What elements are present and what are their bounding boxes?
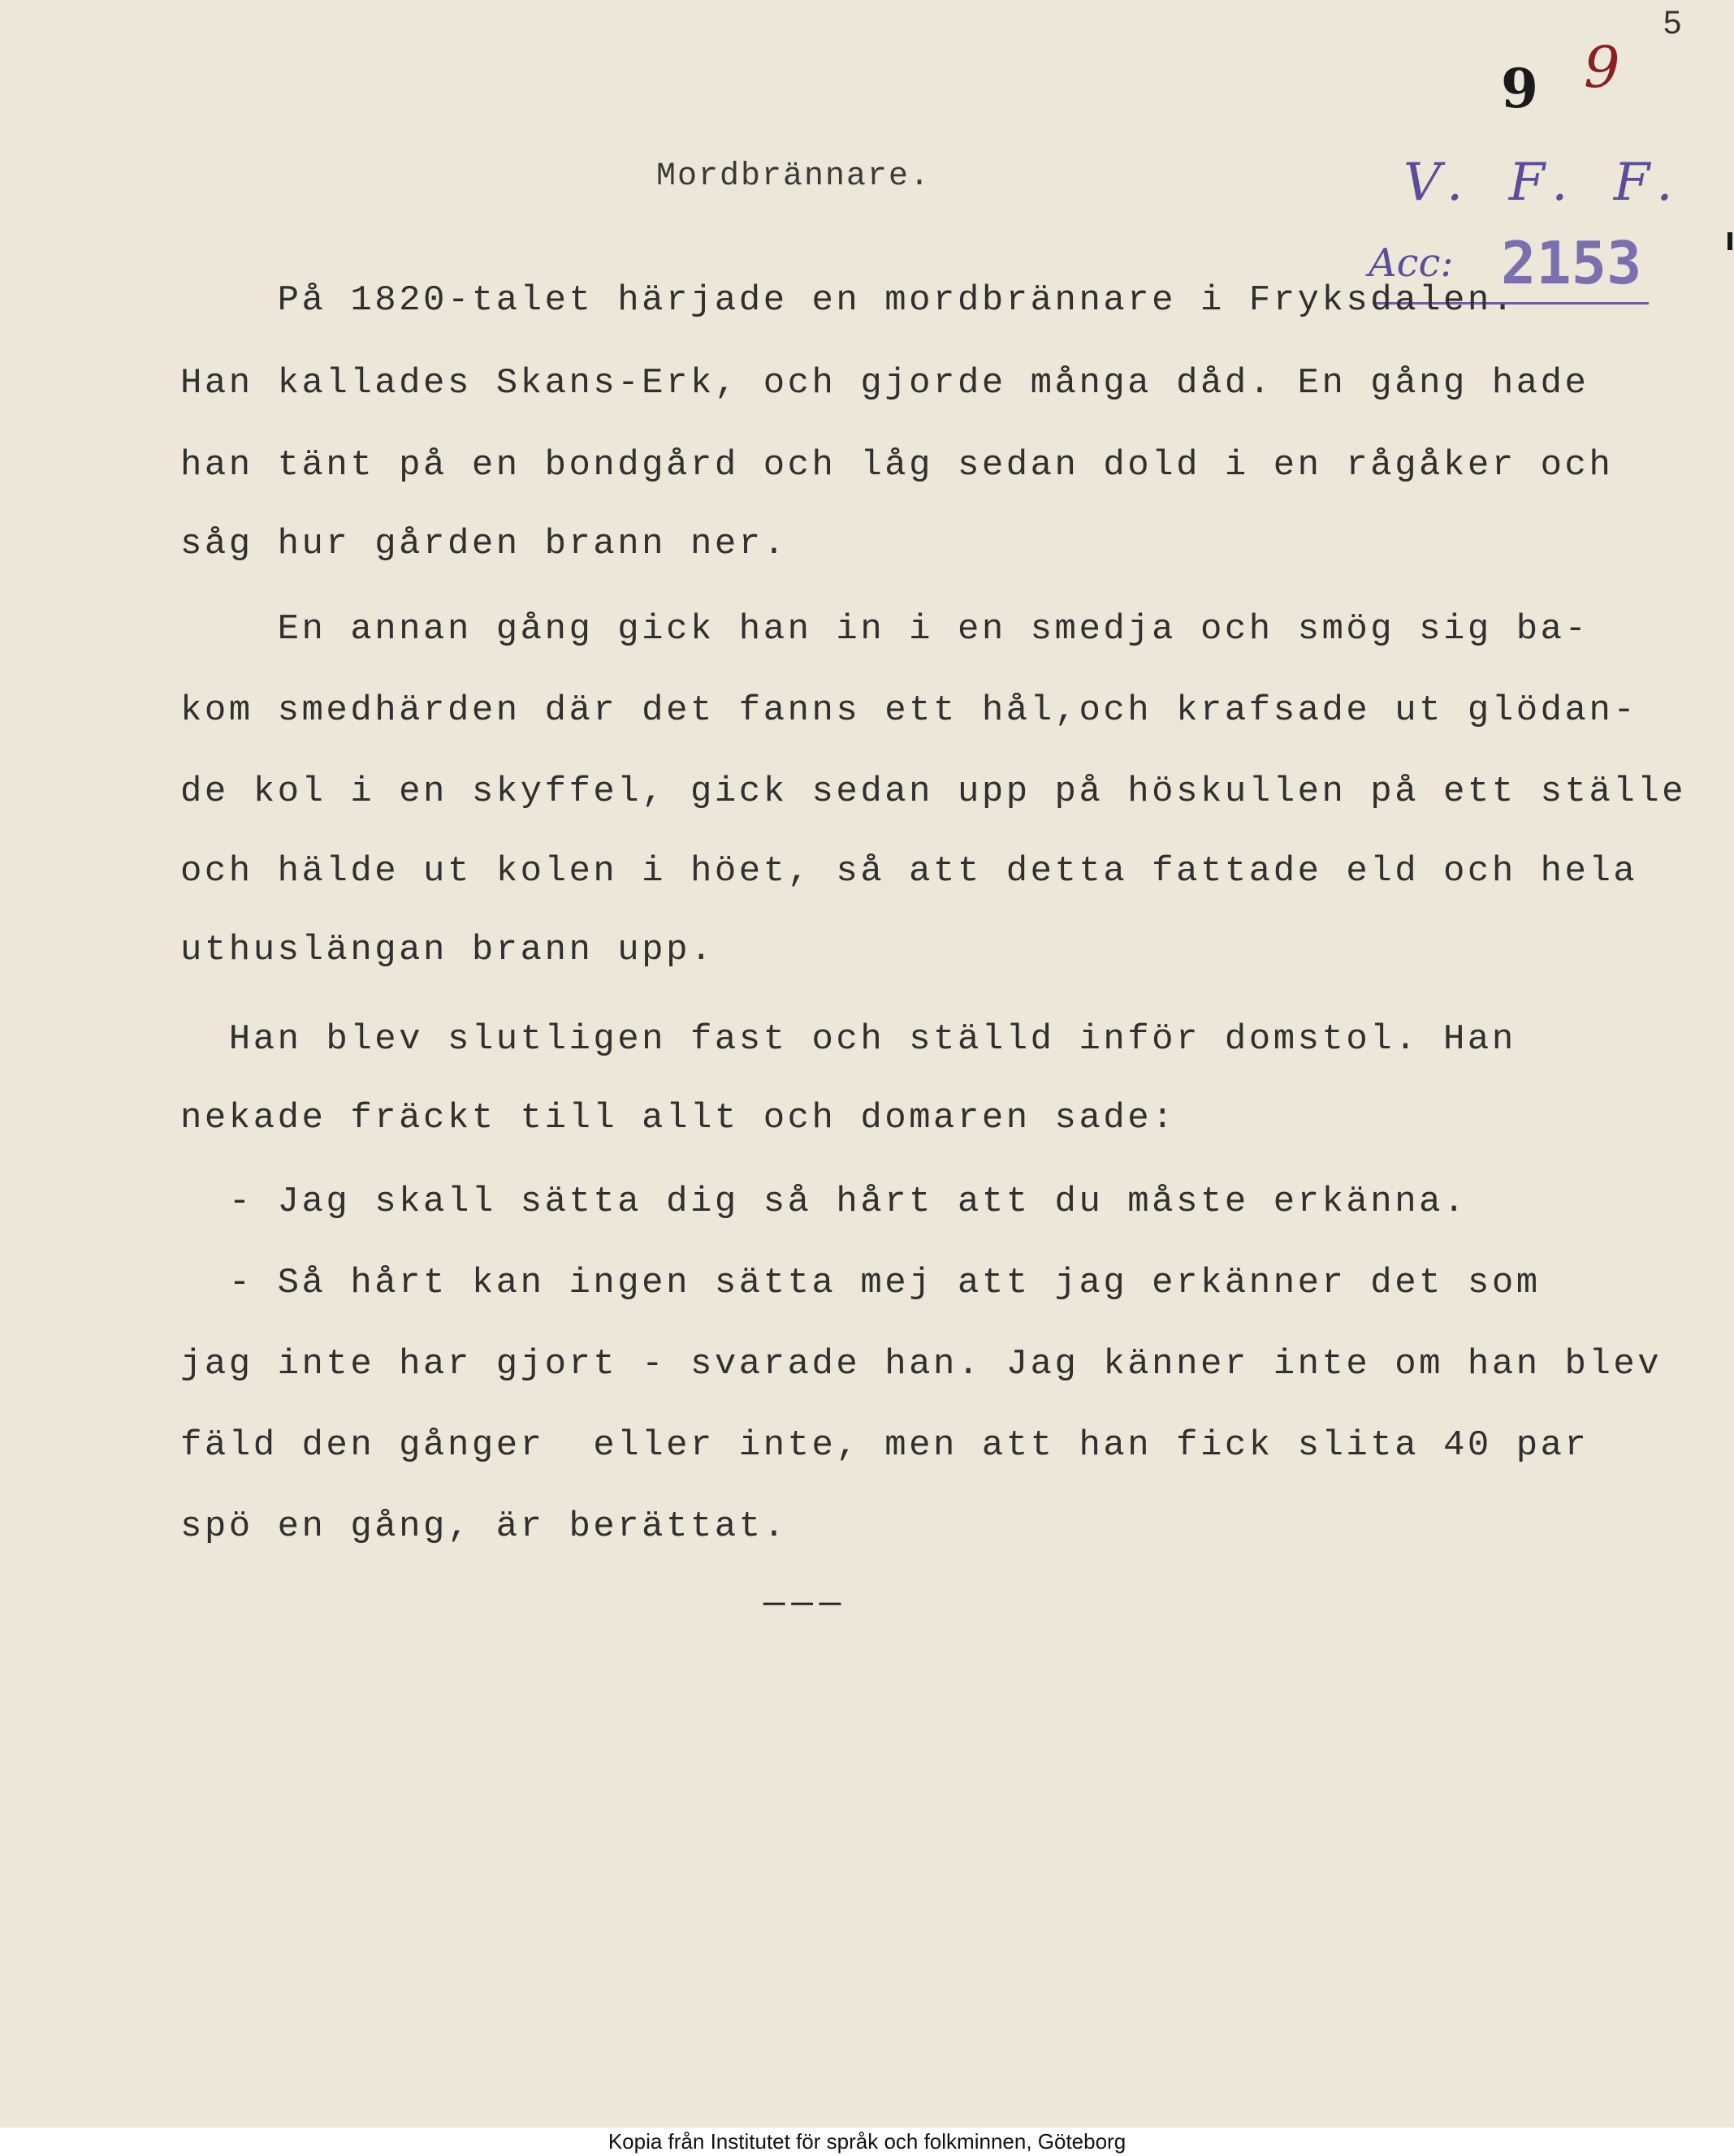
accession-label: Acc: (1369, 240, 1454, 286)
text-line: jag inte har gjort - svarade han. Jag känner inte om han blev (180, 1344, 1663, 1385)
text-line: spö en gång, är berättat. (180, 1506, 788, 1547)
text-line: - Jag skall sätta dig så hårt att du måste erkänna. (180, 1182, 1468, 1222)
corner-page-number: 5 (1663, 5, 1682, 41)
text-line: Han blev slutligen fast och ställd inför domstol. Han (180, 1019, 1516, 1060)
text-line: nekade fräckt till allt och domaren sade: (180, 1098, 1177, 1138)
text-line: han tänt på en bondgård och låg sedan dold i en rågåker och (180, 445, 1614, 486)
text-line: fäld den gånger eller inte, men att han fick slita 40 par (180, 1425, 1589, 1466)
text-line: - Så hårt kan ingen sätta mej att jag erkänner det som (180, 1263, 1541, 1303)
handwritten-page-number: 9 (1584, 34, 1620, 101)
end-separator: ——— (763, 1584, 848, 1624)
text-line: de kol i en skyffel, gick sedan upp på höskullen på ett ställe (180, 771, 1687, 812)
text-line: uthuslängan brann upp. (180, 930, 715, 970)
archive-footer: Kopia från Institutet för språk och folkminnen, Göteborg (0, 2128, 1734, 2156)
text-line: och hälde ut kolen i höet, så att detta fattade eld och hela (180, 851, 1638, 892)
text-line: Han kallades Skans-Erk, och gjorde många dåd. En gång hade (180, 363, 1589, 404)
accession-number: 2153 (1501, 229, 1642, 297)
text-line: kom smedhärden där det fanns ett hål,och krafsade ut glödan- (180, 690, 1638, 731)
edge-mark (1728, 232, 1732, 250)
archive-stamp: V. F. F. (1403, 153, 1688, 213)
text-line: På 1820-talet härjade en mordbrännare i Fryksdalen. (180, 280, 1516, 321)
document-title: Mordbrännare. (656, 158, 932, 195)
typed-page-number: 9 (1501, 57, 1538, 120)
text-line: såg hur gården brann ner. (180, 524, 788, 564)
text-line: En annan gång gick han in i en smedja och smög sig ba- (180, 609, 1589, 650)
